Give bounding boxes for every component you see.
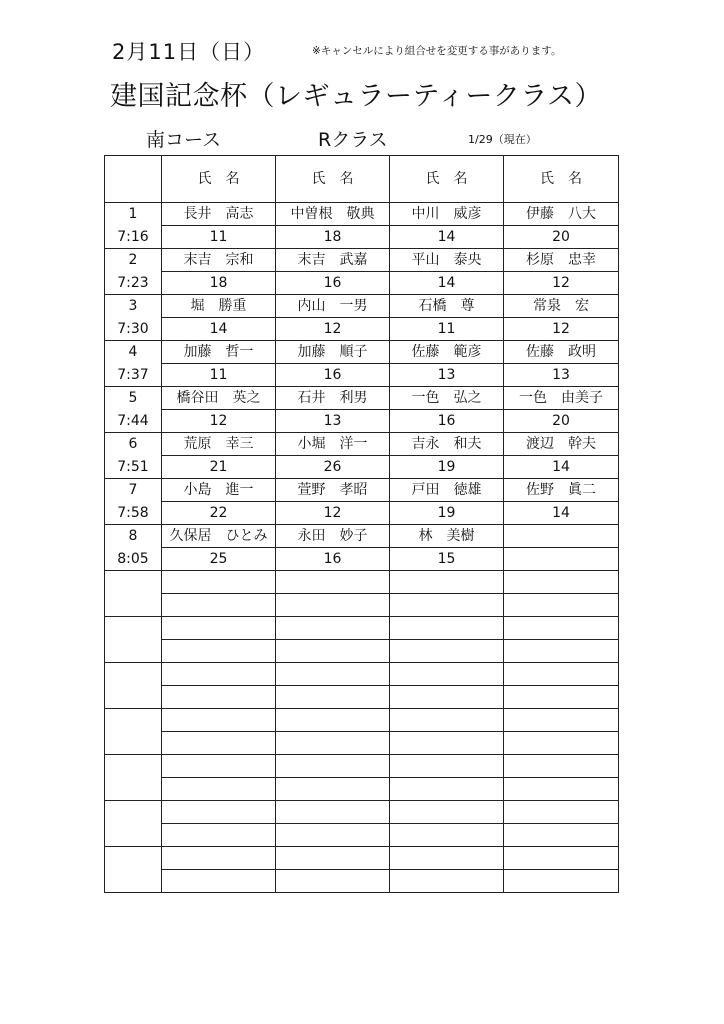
column-header-name: 氏 名: [276, 156, 390, 203]
player-handicap: 16: [276, 272, 390, 295]
empty-cell: [390, 686, 504, 709]
tee-time: 7:16: [105, 226, 162, 249]
player-handicap: 16: [276, 364, 390, 387]
empty-cell: [390, 663, 504, 686]
group-handicap-row: [105, 364, 619, 387]
player-handicap: 14: [504, 502, 619, 525]
empty-cell: [504, 824, 619, 847]
empty-row: [105, 663, 619, 686]
group-number: 7: [105, 479, 162, 502]
empty-cell: [276, 663, 390, 686]
group-name-row: [105, 433, 619, 456]
player-name: 常泉 宏: [504, 295, 619, 318]
player-name: [504, 525, 619, 548]
player-handicap: 15: [390, 548, 504, 571]
group-name-row: [105, 387, 619, 410]
empty-row: [105, 801, 619, 824]
tee-time: 7:30: [105, 318, 162, 341]
empty-cell: [162, 870, 276, 893]
group-number: 4: [105, 341, 162, 364]
empty-cell: [390, 755, 504, 778]
player-name: 渡辺 幹夫: [504, 433, 619, 456]
empty-group-cell: [105, 755, 162, 801]
player-name: 佐藤 範彦: [390, 341, 504, 364]
empty-cell: [504, 870, 619, 893]
column-header-name: 氏 名: [504, 156, 619, 203]
player-name: 加藤 哲一: [162, 341, 276, 364]
empty-cell: [162, 709, 276, 732]
player-name: 石井 利男: [276, 387, 390, 410]
player-name: 長井 高志: [162, 203, 276, 226]
page-title: 建国記念杯（レギュラーティークラス）: [110, 81, 603, 112]
empty-cell: [276, 870, 390, 893]
empty-cell: [276, 686, 390, 709]
player-name: 吉永 和夫: [390, 433, 504, 456]
empty-cell: [504, 617, 619, 640]
empty-cell: [276, 571, 390, 594]
empty-cell: [162, 594, 276, 617]
player-name: 一色 由美子: [504, 387, 619, 410]
group-handicap-row: [105, 456, 619, 479]
player-name: 萱野 孝昭: [276, 479, 390, 502]
empty-cell: [390, 732, 504, 755]
tee-time: 7:44: [105, 410, 162, 433]
player-handicap: 20: [504, 226, 619, 249]
class-name: Rクラス: [318, 129, 388, 151]
group-name-row: [105, 525, 619, 548]
player-name: 佐野 眞二: [504, 479, 619, 502]
empty-cell: [276, 709, 390, 732]
player-name: 戸田 徳雄: [390, 479, 504, 502]
empty-row: [105, 640, 619, 663]
player-name: 伊藤 八大: [504, 203, 619, 226]
player-handicap: 12: [276, 502, 390, 525]
empty-cell: [276, 755, 390, 778]
empty-cell: [276, 847, 390, 870]
tee-time: 7:58: [105, 502, 162, 525]
empty-cell: [162, 824, 276, 847]
empty-row: [105, 709, 619, 732]
event-date: 2月11日（日）: [112, 40, 266, 64]
group-handicap-row: [105, 318, 619, 341]
player-handicap: 20: [504, 410, 619, 433]
tee-time: 8:05: [105, 548, 162, 571]
player-handicap: 26: [276, 456, 390, 479]
empty-cell: [390, 640, 504, 663]
empty-cell: [504, 755, 619, 778]
empty-cell: [504, 663, 619, 686]
player-name: 堀 勝重: [162, 295, 276, 318]
empty-cell: [162, 640, 276, 663]
empty-cell: [276, 824, 390, 847]
empty-row: [105, 778, 619, 801]
group-name-row: [105, 295, 619, 318]
empty-cell: [390, 870, 504, 893]
column-header-name: 氏 名: [162, 156, 276, 203]
empty-cell: [504, 571, 619, 594]
empty-cell: [162, 617, 276, 640]
player-handicap: 21: [162, 456, 276, 479]
player-name: 一色 弘之: [390, 387, 504, 410]
tee-time: 7:37: [105, 364, 162, 387]
empty-cell: [276, 640, 390, 663]
player-name: 佐藤 政明: [504, 341, 619, 364]
player-name: 小島 進一: [162, 479, 276, 502]
player-handicap: 14: [390, 226, 504, 249]
empty-cell: [162, 801, 276, 824]
player-handicap: [504, 548, 619, 571]
empty-cell: [162, 663, 276, 686]
player-handicap: 14: [390, 272, 504, 295]
empty-cell: [390, 801, 504, 824]
empty-cell: [162, 778, 276, 801]
empty-row: [105, 594, 619, 617]
player-name: 橋谷田 英之: [162, 387, 276, 410]
tee-time: 7:23: [105, 272, 162, 295]
group-handicap-row: [105, 410, 619, 433]
player-name: 末吉 宗和: [162, 249, 276, 272]
player-name: 杉原 忠幸: [504, 249, 619, 272]
empty-cell: [504, 847, 619, 870]
empty-cell: [162, 732, 276, 755]
course-name: 南コース: [146, 129, 222, 151]
empty-row: [105, 732, 619, 755]
player-handicap: 25: [162, 548, 276, 571]
player-handicap: 22: [162, 502, 276, 525]
player-handicap: 13: [504, 364, 619, 387]
corner-header-cell: [105, 156, 162, 203]
empty-row: [105, 824, 619, 847]
player-handicap: 13: [390, 364, 504, 387]
player-handicap: 18: [162, 272, 276, 295]
group-number: 6: [105, 433, 162, 456]
group-number: 8: [105, 525, 162, 548]
empty-row: [105, 571, 619, 594]
empty-cell: [162, 847, 276, 870]
group-name-row: [105, 249, 619, 272]
empty-row: [105, 847, 619, 870]
group-number: 3: [105, 295, 162, 318]
cancellation-notice: ※キャンセルにより組合せを変更する事があります。: [312, 45, 562, 57]
empty-cell: [390, 778, 504, 801]
player-name: 荒原 幸三: [162, 433, 276, 456]
player-handicap: 12: [504, 318, 619, 341]
player-handicap: 16: [390, 410, 504, 433]
empty-group-cell: [105, 571, 162, 617]
player-name: 石橋 尊: [390, 295, 504, 318]
empty-cell: [390, 847, 504, 870]
empty-group-cell: [105, 617, 162, 663]
player-handicap: 11: [162, 364, 276, 387]
group-handicap-row: [105, 548, 619, 571]
player-name: 中曽根 敬典: [276, 203, 390, 226]
as-of-date: 1/29（現在）: [468, 133, 537, 146]
player-name: 中川 威彦: [390, 203, 504, 226]
group-number: 1: [105, 203, 162, 226]
player-name: 小堀 洋一: [276, 433, 390, 456]
player-handicap: 11: [390, 318, 504, 341]
group-handicap-row: [105, 226, 619, 249]
empty-row: [105, 617, 619, 640]
player-handicap: 14: [504, 456, 619, 479]
player-name: 永田 妙子: [276, 525, 390, 548]
empty-row: [105, 870, 619, 893]
player-handicap: 11: [162, 226, 276, 249]
empty-cell: [504, 686, 619, 709]
player-handicap: 19: [390, 456, 504, 479]
group-handicap-row: [105, 502, 619, 525]
empty-cell: [276, 617, 390, 640]
empty-group-cell: [105, 709, 162, 755]
empty-row: [105, 755, 619, 778]
player-handicap: 18: [276, 226, 390, 249]
group-handicap-row: [105, 272, 619, 295]
empty-cell: [276, 594, 390, 617]
empty-group-cell: [105, 801, 162, 847]
group-number: 2: [105, 249, 162, 272]
empty-cell: [162, 571, 276, 594]
empty-cell: [504, 732, 619, 755]
empty-cell: [162, 755, 276, 778]
empty-cell: [390, 571, 504, 594]
empty-cell: [504, 778, 619, 801]
empty-cell: [504, 594, 619, 617]
empty-cell: [504, 709, 619, 732]
empty-cell: [162, 686, 276, 709]
empty-cell: [390, 824, 504, 847]
empty-group-cell: [105, 847, 162, 893]
player-name: 平山 泰央: [390, 249, 504, 272]
empty-group-cell: [105, 663, 162, 709]
pairing-table-body: [105, 203, 619, 893]
group-number: 5: [105, 387, 162, 410]
tee-time: 7:51: [105, 456, 162, 479]
empty-cell: [390, 594, 504, 617]
group-name-row: [105, 479, 619, 502]
empty-cell: [276, 778, 390, 801]
empty-cell: [504, 640, 619, 663]
empty-cell: [390, 617, 504, 640]
pairing-table: [104, 155, 619, 893]
player-name: 末吉 武嘉: [276, 249, 390, 272]
player-handicap: 12: [276, 318, 390, 341]
empty-cell: [390, 709, 504, 732]
player-name: 加藤 順子: [276, 341, 390, 364]
player-handicap: 19: [390, 502, 504, 525]
empty-cell: [276, 732, 390, 755]
player-handicap: 14: [162, 318, 276, 341]
group-name-row: [105, 203, 619, 226]
group-name-row: [105, 341, 619, 364]
empty-row: [105, 686, 619, 709]
empty-cell: [504, 801, 619, 824]
empty-cell: [276, 801, 390, 824]
player-handicap: 12: [162, 410, 276, 433]
player-handicap: 12: [504, 272, 619, 295]
player-name: 久保居 ひとみ: [162, 525, 276, 548]
column-header-name: 氏 名: [390, 156, 504, 203]
player-name: 林 美樹: [390, 525, 504, 548]
player-handicap: 13: [276, 410, 390, 433]
player-handicap: 16: [276, 548, 390, 571]
player-name: 内山 一男: [276, 295, 390, 318]
